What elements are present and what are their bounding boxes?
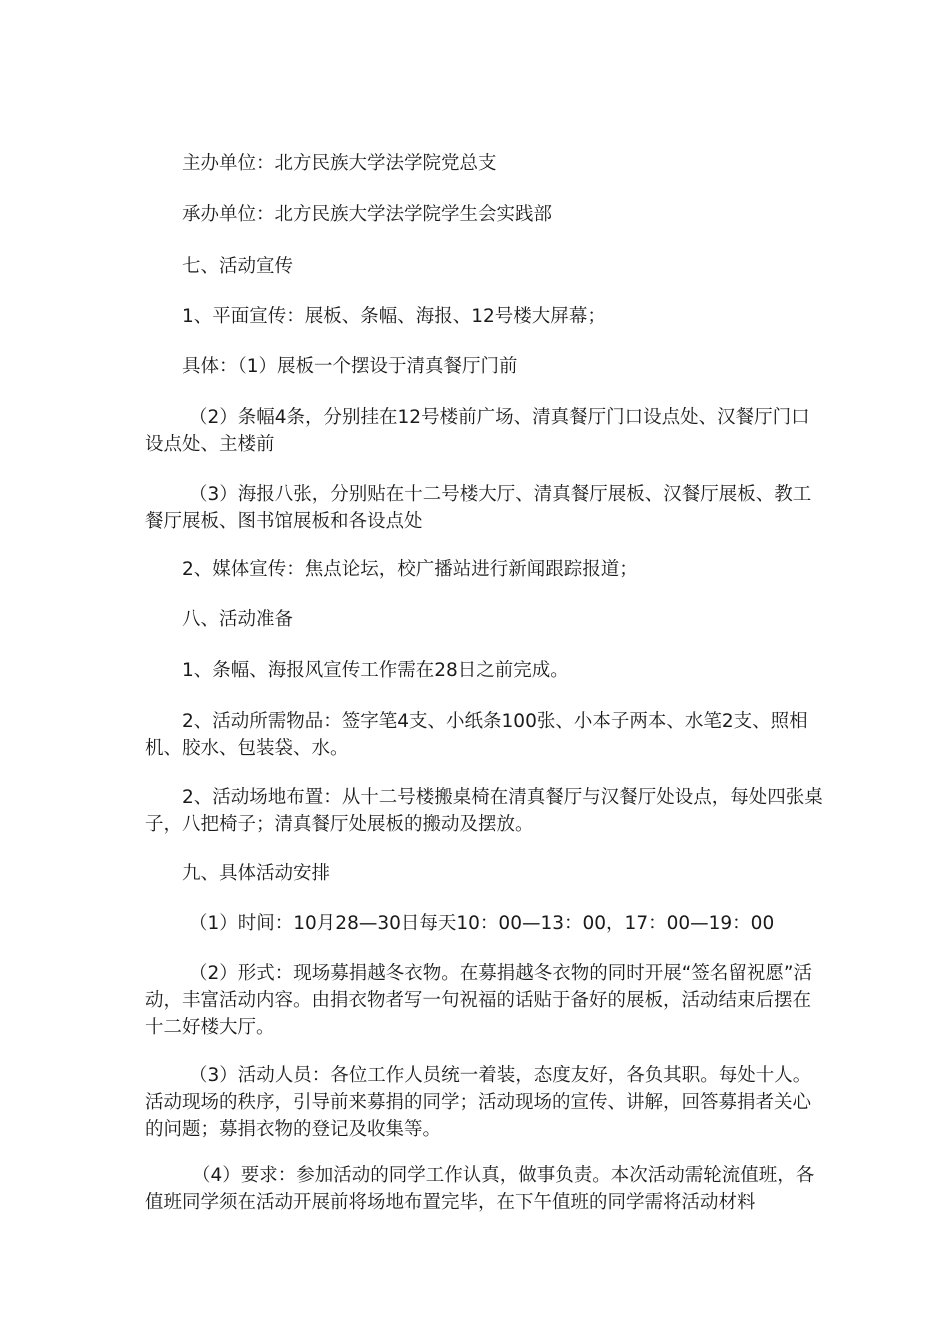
- paragraph-supplies: 2、活动所需物品：签字笔4支、小纸条100张、小本子两本、水笔2支、照相机、胶水、包装袋、水。: [145, 711, 808, 759]
- section-heading-schedule: 九、具体活动安排: [182, 863, 331, 884]
- paragraph-media-publicity: 2、媒体宣传：焦点论坛，校广播站进行新闻跟踪报道；: [182, 559, 638, 580]
- paragraph-co-organizer: 承办单位：北方民族大学法学院学生会实践部: [182, 204, 553, 225]
- paragraph-venue-setup: 2、活动场地布置：从十二号楼搬桌椅在清真餐厅与汉餐厅处设点，每处四张桌子，八把椅子；清真餐厅处展板的搬动及摆放。: [145, 787, 823, 835]
- paragraph-organizer: 主办单位：北方民族大学法学院党总支: [182, 153, 497, 174]
- paragraph-print-publicity: 1、平面宣传：展板、条幅、海报、12号楼大屏幕；: [182, 306, 606, 327]
- paragraph-posters: （3）海报八张，分别贴在十二号楼大厅、清真餐厅展板、汉餐厅展板、教工餐厅展板、图书馆展板和各设点处: [145, 484, 812, 532]
- section-heading-preparation: 八、活动准备: [182, 609, 294, 630]
- paragraph-banners: （2）条幅4条，分别挂在12号楼前广场、清真餐厅门口设点处、汉餐厅门口设点处、主楼前: [145, 407, 810, 455]
- section-heading-publicity: 七、活动宣传: [182, 256, 294, 277]
- paragraph-details-display-board: 具体：（1）展板一个摆设于清真餐厅门前: [182, 356, 518, 377]
- paragraph-format: （2）形式：现场募捐越冬衣物。在募捐越冬衣物的同时开展“签名留祝愿”活动，丰富活动内容。由捐衣物者写一句祝福的话贴于备好的展板，活动结束后摆在十二好楼大厅。: [145, 963, 812, 1038]
- paragraph-staff: （3）活动人员：各位工作人员统一着装，态度友好，各负其职。每处十人。活动现场的秩序，引导前来募捐的同学；活动现场的宣传、讲解，回答募捐者关心的问题；募捐衣物的登记及收集等。: [145, 1065, 812, 1140]
- paragraph-banner-deadline: 1、条幅、海报风宣传工作需在28日之前完成。: [182, 660, 569, 681]
- paragraph-time: （1）时间：10月28—30日每天10：00—13：00，17：00—19：00: [189, 913, 775, 934]
- paragraph-requirements: （4）要求：参加活动的同学工作认真，做事负责。本次活动需轮流值班，各值班同学须在活动开展前将场地布置完毕，在下午值班的同学需将活动材料: [145, 1165, 815, 1213]
